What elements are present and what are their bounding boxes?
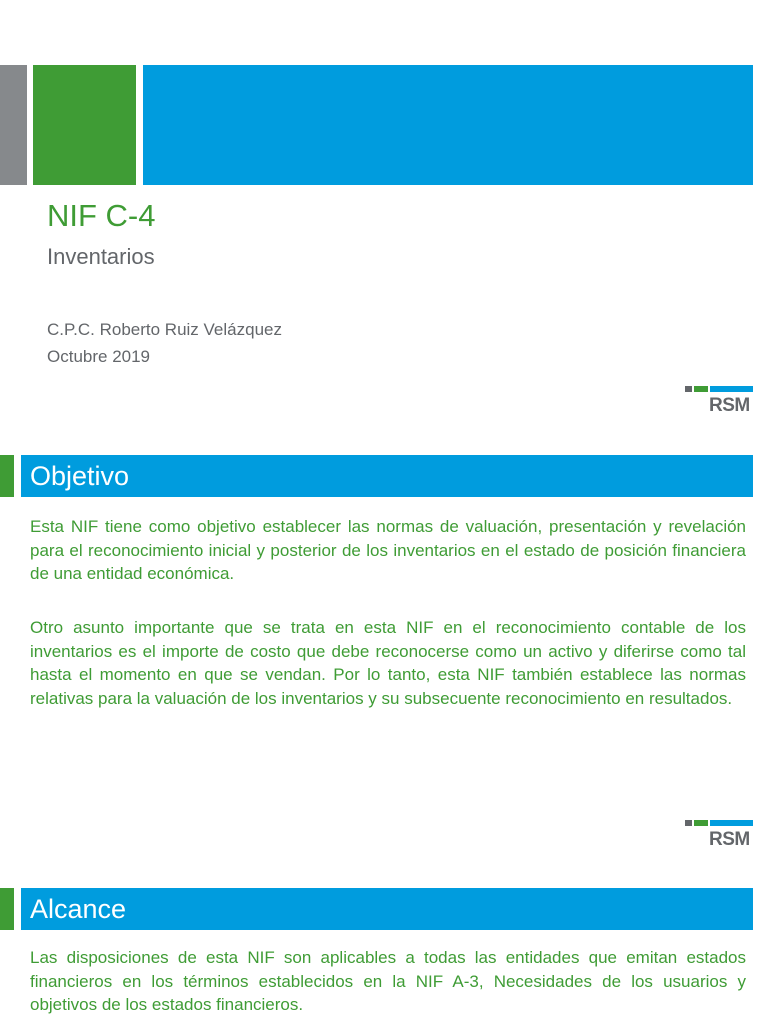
alcance-heading: Alcance — [30, 894, 127, 924]
rsm-logo-text: RSM — [709, 829, 750, 850]
objetivo-accent-bar — [0, 455, 14, 497]
objetivo-heading: Objetivo — [30, 461, 130, 491]
rsm-logo — [685, 386, 755, 420]
alcance-paragraph-1: Las disposiciones de esta NIF son aplicables a todas las entidades que emitan estados financieros en los términos establecidos en la NIF A-3, Necesidades de los usuarios y objetivos de los estados financieros. — [30, 948, 746, 1014]
document-title: NIF C-4 — [47, 198, 156, 233]
document-subtitle: Inventarios — [47, 244, 155, 269]
header-blue-block — [143, 65, 753, 185]
rsm-logo-text: RSM — [709, 395, 750, 416]
alcance-accent-bar — [0, 888, 14, 930]
rsm-logo — [685, 820, 755, 854]
objetivo-paragraph-1: Esta NIF tiene como objetivo establecer las normas de valuación, presentación y revelación para el reconocimiento inicial y posterior de los inventarios en el estado de posición financiera de una entidad económica. — [30, 517, 746, 583]
objetivo-paragraph-2: Otro asunto importante que se trata en esta NIF en el reconocimiento contable de los inventarios es el importe de costo que debe reconocerse como un activo y diferirse como tal hasta el momento en que se vendan. Por lo tanto, esta NIF también establece las normas relativas para la valuación de los inventarios y su subsecuente reconocimiento en resultados. — [30, 618, 746, 708]
document-date: Octubre 2019 — [47, 347, 151, 366]
header-gray-block — [0, 65, 27, 185]
header-green-block — [33, 65, 136, 185]
alcance-header-bar — [21, 888, 753, 930]
author-name: C.P.C. Roberto Ruiz Velázquez — [47, 320, 282, 339]
objetivo-header-bar — [21, 455, 753, 497]
